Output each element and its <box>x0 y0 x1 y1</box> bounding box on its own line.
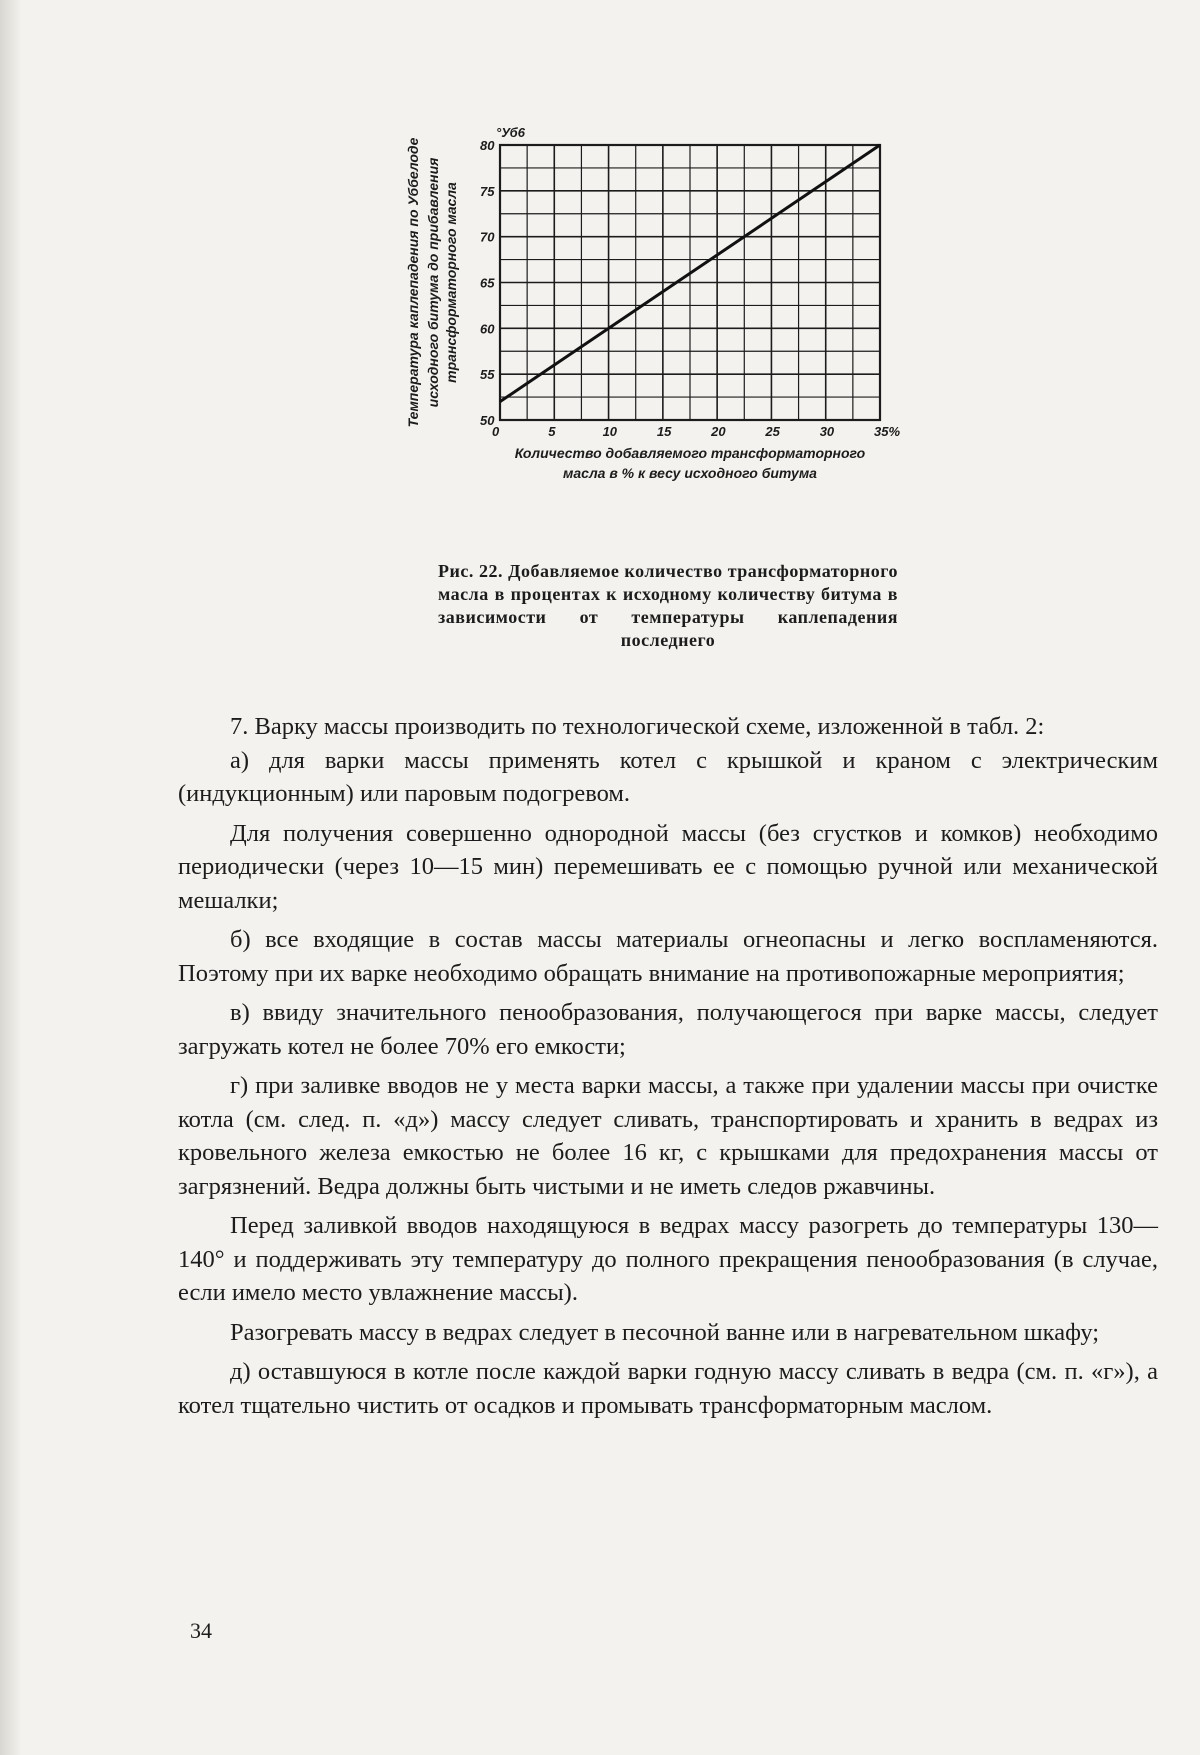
paragraph-g-cont2: Разогревать массу в ведрах следует в песочной ванне или в нагревательном шкафу; <box>230 1318 1100 1346</box>
x-axis-label-line1: Количество добавляемого трансформаторного <box>514 445 866 461</box>
y-tick-label: 60 <box>480 321 495 337</box>
y-tick-label: 75 <box>480 183 495 199</box>
x-axis-label-line2: масла в % к весу исходного битума <box>563 465 817 481</box>
paragraph-d: д) оставшуюся в котле после каждой варки годную массу сливать в ведра (см. п. «г»), а котел тщательно чистить от осадков и промывать трансформаторным маслом. <box>178 1358 1158 1419</box>
chart-svg <box>400 115 920 555</box>
x-tick-label: 0 <box>492 424 500 439</box>
y-axis-label-line2: исходного битума до прибавления <box>425 157 441 408</box>
paragraph-g: г) при заливке вводов не у места варки массы, а также при удалении массы при очистке котла (см. след. п. «д») массу следует сливать, транспортировать и хранить в ведрах из кровельного железа емкостью не более 16 кг, с крышками для предохранения массы от загрязнений. Ведра должны быть чистыми и не иметь следов ржавчины. <box>178 1072 1158 1200</box>
chart-figure <box>400 115 920 555</box>
page-number: 34 <box>190 1618 212 1643</box>
y-axis-label-line1: Температура каплепадения по Уббелоде <box>405 137 421 428</box>
figure-caption: Рис. 22. Добавляемое количество трансформаторного масла в процентах к исходному количеству битума в зависимости от температуры каплепадения последнего <box>438 561 898 650</box>
paragraph-g-cont: Перед заливкой вводов находящуюся в ведрах массу разогреть до температуры 130—140° и поддерживать эту температуру до полного прекращения пенообразования (в случае, если имело место увлажнение массы). <box>178 1212 1158 1306</box>
y-tick-label: 65 <box>480 275 495 291</box>
x-tick-label: 10 <box>602 424 618 439</box>
x-tick-label: 15 <box>656 424 672 439</box>
body-text <box>178 710 1158 1422</box>
paragraph-v: в) ввиду значительного пенообразования, получающегося при варке массы, следует загружать котел не более 70% его емкости; <box>178 999 1158 1060</box>
y-tick-label: 50 <box>480 413 495 428</box>
paragraph-a: а) для варки массы применять котел с крышкой и краном с электрическим (индукционным) или паровым подогревом. <box>178 746 1158 807</box>
x-tick-label: 20 <box>711 424 726 439</box>
y-unit-label: °Уб6 <box>496 125 525 140</box>
y-tick-label: 55 <box>480 367 495 383</box>
paragraph-b: б) все входящие в состав массы материалы огнеопасны и легко воспламеняются. Поэтому при их варке необходимо обращать внимание на противопожарные мероприятия; <box>178 926 1158 987</box>
x-tick-label: 5 <box>548 424 556 439</box>
x-tick-label: 35% <box>874 424 901 439</box>
y-axis-label-line3: трансформаторного масла <box>443 182 459 383</box>
paragraph-a-cont: Для получения совершенно однородной массы (без сгустков и комков) необходимо периодически (через 10—15 мин) перемешивать ее с помощью ручной или механической мешалки; <box>178 819 1158 914</box>
x-tick-label: 25 <box>765 424 780 439</box>
x-tick-label: 30 <box>819 424 835 439</box>
y-tick-label: 70 <box>480 229 495 245</box>
paragraph-7: 7. Варку массы производить по технологической схеме, изложенной в табл. 2: <box>230 713 1045 740</box>
y-tick-label: 80 <box>480 138 495 153</box>
scan-edge-shadow <box>0 0 22 1755</box>
